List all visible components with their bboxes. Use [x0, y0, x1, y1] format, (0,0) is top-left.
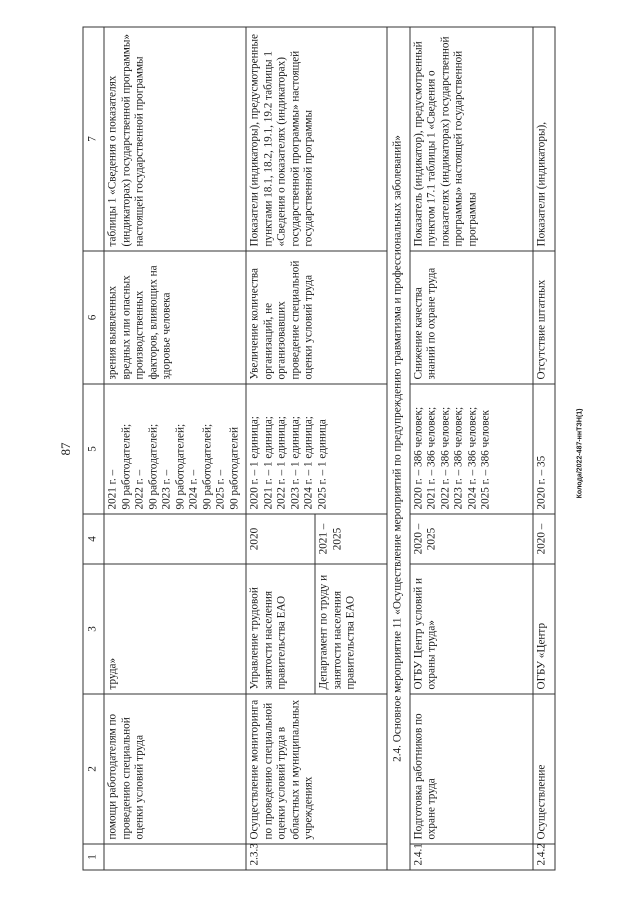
volume-cell: 2020 г. – 35	[533, 384, 555, 514]
row-number: 2.4.1	[410, 844, 533, 870]
cont-year-cell	[104, 514, 246, 564]
period: 2020 – 2025	[410, 514, 533, 564]
indicator-cell: Показатели (индикаторы),	[533, 27, 555, 251]
document-footer-code: Колода/2022-487-ннТЗН(1)	[576, 408, 584, 499]
consequence-cell: Отсутствие штатных	[533, 251, 555, 384]
program-measures-table	[83, 27, 556, 871]
section-heading: 2.4. Основное мероприятие 11 «Осуществление мероприятий по предупреждению травматизма и профессиональных заболеваний»	[387, 27, 410, 870]
header-col-4: 4	[83, 514, 104, 564]
table-row-continued	[104, 27, 246, 870]
header-col-7: 7	[83, 27, 104, 251]
cont-num-cell	[104, 844, 246, 870]
header-col-1: 1	[83, 844, 104, 870]
cont-volume-cell: 2021 г. – 90 работодателей; 2022 г. – 90 работодателей; 2023 г. – 90 работодателей; 2024 г. – 90 работодателей; 2025 г. – 90 работодателей	[104, 384, 246, 514]
rotated-page-content	[83, 28, 557, 871]
cont-name-cell: помощи работодателям по проведению специальной оценки условий труда	[104, 694, 246, 844]
header-col-6: 6	[83, 251, 104, 384]
row-number: 2.3.3	[246, 844, 387, 870]
volume-text-a: 2020 г. – 1 единица; 2021 г. – 1 единица; 2022 г. – 1 единица; 2023 г. – 1 единица;	[248, 416, 301, 510]
indicator-cell: Показатель (индикатор), предусмотренный пунктом 17.1 таблицы 1 «Сведения о показателях (индикаторах) государственной программы» настоящей государственной программы	[410, 27, 533, 251]
volume-cell	[246, 384, 387, 514]
header-col-3: 3	[83, 564, 104, 694]
period-2: 2021 – 2025	[315, 514, 387, 564]
executor-2: Департамент по труду и занятости населения правительства ЕАО	[315, 564, 387, 694]
consequence-cell: Снижение качества знаний по охране труда	[410, 251, 533, 384]
volume-text-b: 2024 г. – 1 единица; 2025 г. – 1 единица	[302, 416, 328, 510]
measure-name: Осуществление	[533, 694, 555, 844]
period: 2020 –	[533, 514, 555, 564]
volume-cell: 2020 г. – 386 человек; 2021 г. – 386 человек; 2022 г. – 386 человек; 2023 г. – 386 человек; 2024 г. – 386 человек; 2025 г. – 386 человек	[410, 384, 533, 514]
header-col-5: 5	[83, 384, 104, 514]
consequence-cell: Увеличение количества организаций, не организовавших проведение специальной оценки условий труда	[246, 251, 387, 384]
cont-executor-cell: труда»	[104, 564, 246, 694]
section-row-2-4	[387, 27, 410, 870]
executor-1: Управление трудовой занятости населения правительства ЕАО	[246, 564, 315, 694]
period-1: 2020	[246, 514, 315, 564]
row-number: 2.4.2	[533, 844, 555, 870]
table-row-2-3-3	[246, 27, 315, 870]
executor: ОГБУ «Центр	[533, 564, 555, 694]
measure-name: Подготовка работников по охране труда	[410, 694, 533, 844]
table-row-2-4-1	[410, 27, 533, 870]
page-number: 87	[58, 442, 73, 456]
measure-name: Осуществление мониторинга по проведению специальной оценки условий труда в областных и муниципальных учреждениях	[246, 694, 387, 844]
header-row	[83, 27, 104, 870]
executor: ОГБУ Центр условий и охраны труда»	[410, 564, 533, 694]
indicator-cell: Показатели (индикаторы), предусмотренные пунктами 18.1, 18.2, 19.1, 19.2 таблицы 1 «Сведения о показателях (индикаторах) государственной программы» настоящей государственной программы	[246, 27, 387, 251]
cont-consequence-cell: зрения выявленных вредных или опасных производственных факторов, влияющих на здоровье человека	[104, 251, 246, 384]
header-col-2: 2	[83, 694, 104, 844]
table-row-2-4-2	[533, 27, 555, 870]
cont-indicator-cell: таблицы 1 «Сведения о показателях (индикаторах) государственной программы» настоящей государственной программы	[104, 27, 246, 251]
